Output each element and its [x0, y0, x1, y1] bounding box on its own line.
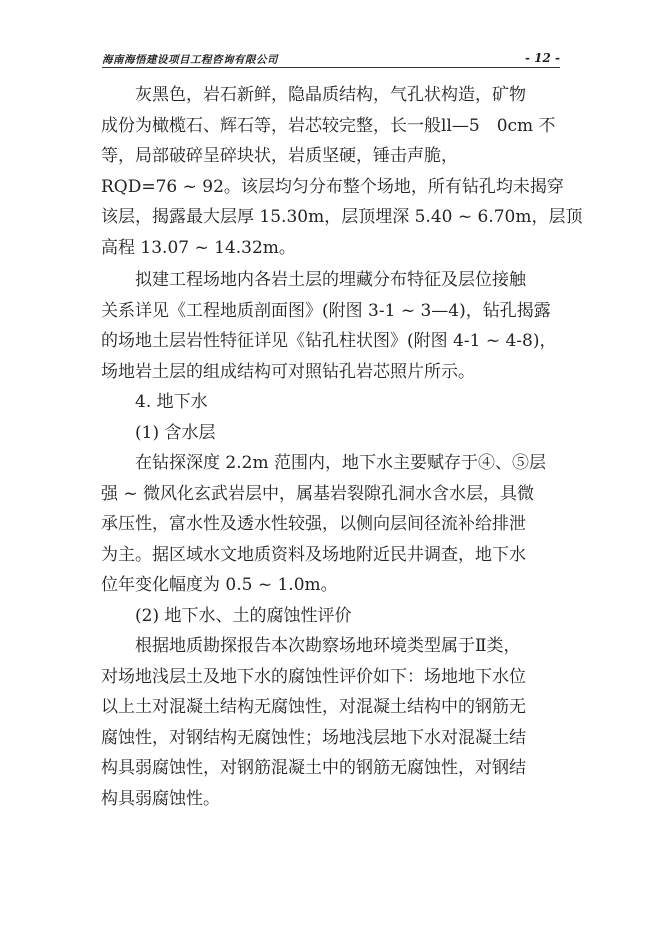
text-line: 构具弱腐蚀性。 [101, 788, 220, 809]
text-line: 场地岩土层的组成结构可对照钻孔岩芯照片所示。 [101, 361, 475, 382]
text-line: 拟建工程场地内各岩土层的埋藏分布特征及层位接触 [135, 270, 526, 290]
text-line: 该层，揭露最大层厚 15.30m，层顶埋深 5.40 ~ 6.70m，层顶 [101, 207, 583, 227]
text-line: 为主。据区域水文地质资料及场地附近民井调查，地下水 [101, 544, 526, 565]
text-line: 根据地质勘探报告本次勘察场地环境类型属于Ⅱ类， [135, 636, 521, 656]
text-line: 在钻探深度 2.2m 范围内，地下水主要赋存于④、⑤层 [135, 453, 546, 473]
text-line: 对场地浅层土及地下水的腐蚀性评价如下：场地地下水位 [101, 666, 526, 687]
text-line: 灰黑色，岩石新鲜，隐晶质结构，气孔状构造，矿物 [135, 85, 526, 105]
subsection-heading: (2) 地下水、土的腐蚀性评价 [135, 605, 352, 626]
text-line: 等，局部破碎呈碎块状，岩质坚硬，锤击声脆， [101, 146, 458, 166]
text-line: 高程 13.07 ~ 14.32m。 [101, 237, 296, 258]
subsection-heading: (1) 含水层 [135, 422, 216, 443]
text-line: 位年变化幅度为 0.5 ~ 1.0m。 [101, 575, 338, 595]
text-line: 以上土对混凝土结构无腐蚀性，对混凝土结构中的钢筋无 [101, 697, 526, 717]
header-divider [102, 67, 560, 68]
page-number: - 12 - [524, 51, 560, 65]
document-body [101, 80, 583, 814]
text-line: 的场地土层岩性特征详见《钻孔柱状图》(附图 4-1 ~ 4-8)， [101, 331, 557, 351]
text-line: 强 ~ 微风化玄武岩层中，属基岩裂隙孔洞水含水层，具微 [101, 483, 535, 504]
company-name: 海南海悟建设项目工程咨询有限公司 [102, 54, 278, 66]
text-line: 承压性，富水性及透水性较强，以侧向层间径流补给排泄 [101, 514, 526, 534]
text-line: 关系详见《工程地质剖面图》(附图 3-1 ~ 3—4)，钻孔揭露 [101, 300, 551, 321]
section-heading: 4. 地下水 [135, 392, 208, 412]
text-line: RQD=76 ~ 92。该层均匀分布整个场地，所有钻孔均未揭穿 [101, 176, 564, 197]
text-line: 构具弱腐蚀性，对钢筋混凝土中的钢筋无腐蚀性，对钢结 [101, 758, 526, 778]
page-header [102, 50, 560, 70]
text-line: 腐蚀性，对钢结构无腐蚀性；场地浅层地下水对混凝土结 [101, 727, 526, 748]
text-line: 成份为橄榄石、辉石等，岩芯较完整，长一般ll—5 0cm 不 [101, 115, 556, 136]
